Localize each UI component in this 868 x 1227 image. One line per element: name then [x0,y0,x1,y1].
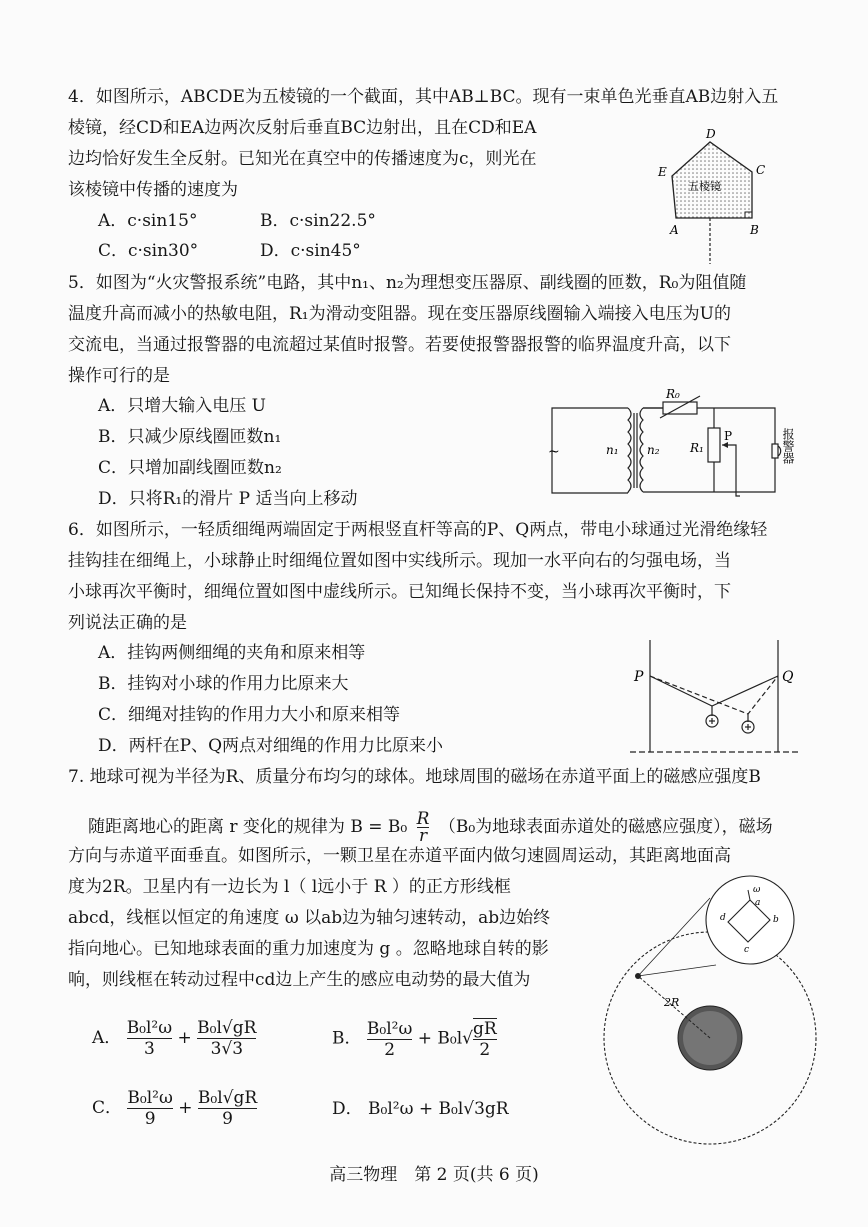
q5-circuit-figure [540,388,810,500]
q5-option-d: D．只将R₁的滑片 P 适当向上移动 [98,489,358,509]
q7-b-term2 [473,1018,497,1060]
omega-label: ω [753,885,761,895]
q7-a-t1-num: B₀l²ω [126,1018,173,1038]
n2-label: n₂ [647,443,660,457]
q7-formula-suffix: （B₀为地球表面赤道处的磁感应强度），磁场 [438,817,773,837]
q7-option-c: C． $\frac{\text{B₀l²ω}}{9}$ + $\frac{\text{B₀l√gR}}{9}$ [92,1088,258,1129]
prism-label: 五棱镜 [688,180,721,193]
q7-option-c-label: C． [92,1098,123,1118]
q7-stem-line5: abcd，线框以恒定的角速度 ω 以ab边为轴匀速转动，ab边始终 [68,908,551,928]
q7-fraction [417,811,430,844]
q7-b-t1-den: 2 [384,1039,396,1060]
q7-stem-line1: 7. 地球可视为半径为R、质量分布均匀的球体。地球周围的磁场在赤道平面上的磁感应强度B [68,767,761,787]
q7-stem-line2 [88,811,808,844]
q6-rope-figure [620,636,800,758]
ac-source-symbol: ~ [548,444,560,460]
q7-option-d-label: D． [332,1099,363,1119]
corner-d: d [720,913,726,923]
q4-option-d: D．c·sin45° [260,241,361,261]
q7-a-term2 [197,1018,256,1059]
q4-stem-line2: 棱镜，经CD和EA边两次反射后垂直BC边射出，且在CD和EA [68,118,537,138]
q7-fraction-den: r [418,826,428,846]
q7-b-t2-num: gR [472,1019,497,1039]
q7-option-d-expr: B₀l²ω + B₀l√3gR [368,1099,509,1119]
q4-option-c: C．c·sin30° [98,241,199,261]
q7-satellite-figure [598,872,823,1150]
q6-stem-line2: 挂钩挂在细绳上，小球静止时细绳位置如图中实线所示。现加一水平向右的匀强电场，当 [68,551,731,571]
q6-option-c: C．细绳对挂钩的作用力大小和原来相等 [98,705,401,725]
q6-option-a: A．挂钩两侧细绳的夹角和原来相等 [98,643,366,663]
q6-stem-line4: 列说法正确的是 [68,613,187,633]
q7-option-d [332,1094,509,1125]
q7-b-t2-den: 2 [479,1040,491,1060]
q5-option-c: C．只增加副线圈匝数n₂ [98,458,282,478]
q6-option-d: D．两杆在P、Q两点对细绳的作用力比原来小 [98,736,444,756]
vertex-d: D [706,127,716,141]
corner-a: a [755,898,761,908]
q4-stem-line1: 4．如图所示，ABCDE为五棱镜的一个截面，其中AB⊥BC。现有一束单色光垂直AB边射入五 [68,87,779,107]
q5-option-b: B．只减少原线圈匝数n₁ [98,427,282,447]
q7-c-t2-den: 9 [222,1109,233,1129]
q7-c-t2-num: B₀l√gR [197,1088,258,1108]
height-label: 2R [664,996,680,1009]
q5-stem-line4: 操作可行的是 [68,366,170,386]
q7-b-t2-prefix: B₀l [437,1028,463,1049]
vertex-e: E [658,165,667,179]
n1-label: n₁ [606,443,619,457]
vertex-a: A [670,223,679,237]
q7-c-term2 [198,1088,257,1129]
q7-stem-line4: 度为2R。卫星内有一边长为 l（ l远小于 R ）的正方形线框 [68,877,511,897]
q4-option-a: A．c·sin15° [98,211,198,231]
q7-c-t1-num: B₀l²ω [127,1088,173,1108]
q4-pentaprism-figure [640,124,780,266]
q5-stem-line2: 温度升高而减小的热敏电阻，R₁为滑动变阻器。现在变压器原线圈输入端接入电压为U的 [68,304,731,324]
q7-fraction-num: R [416,809,430,829]
q6-option-b: B．挂钩对小球的作用力比原来大 [98,674,349,694]
q7-b-t1-num: B₀l²ω [366,1018,413,1039]
q7-stem-line7: 响，则线框在转动过程中cd边上产生的感应电动势的最大值为 [68,970,531,990]
q5-stem-line3: 交流电，当通过报警器的电流超过某值时报警。若要使报警器报警的临界温度升高，以下 [68,335,731,355]
q7-option-a-label: A． [92,1028,122,1048]
q7-c-term1 [127,1088,172,1129]
vertex-b: B [750,223,759,237]
q7-c-t1-den: 9 [144,1109,156,1129]
page-footer: 高三物理 第 2 页(共 6 页) [329,1165,539,1185]
point-p-label: P [634,669,644,685]
slider-p-label: P [724,429,733,443]
r1-label: R₁ [690,441,704,455]
point-q-label: Q [782,669,794,685]
q6-stem-line1: 6．如图所示，一轻质细绳两端固定于两根竖直杆等高的P、Q两点，带电小球通过光滑绝缘轻 [68,520,768,540]
vertex-c: C [756,163,766,177]
q7-option-a: A． $\frac{\text{B₀l²ω}}{3}$ + $\frac{\text{B₀l√gR}}{3√3}$ [92,1018,257,1059]
q5-option-a: A．只增大输入电压 U [98,396,267,416]
q7-option-b-label: B． [332,1028,362,1049]
q6-stem-line3: 小球再次平衡时，细绳位置如图中虚线所示。已知绳长保持不变，当小球再次平衡时，下 [68,582,731,602]
q7-formula-prefix: 随距离地心的距离 r 变化的规律为 B = B₀ [88,817,408,837]
q7-stem-line6: 指向地心。已知地球表面的重力加速度为 g 。忽略地球自转的影 [68,939,549,959]
q4-option-b: B．c·sin22.5° [260,211,376,231]
question-5 [68,268,808,392]
q5-stem-line1: 5．如图为“火灾警报系统”电路，其中n₁、n₂为理想变压器原、副线圈的匝数，R₀为阻值随 [68,273,747,293]
q7-stem-line3: 方向与赤道平面垂直。如图所示，一颗卫星在赤道平面内做匀速圆周运动，其距离地面高 [68,846,731,866]
alarm-label: 报警器 [781,428,795,464]
question-7 [68,762,808,793]
q7-a-t2-num: B₀l√gR [197,1018,257,1038]
q7-option-b: B． $\frac{\text{B₀l²ω}}{2}$ + B₀l√ $\frac{gR}{2}$ [332,1018,497,1060]
q7-a-t1-den: 3 [143,1039,155,1059]
question-6 [68,515,808,639]
corner-c: c [744,945,750,955]
q7-a-t2-den: 3√3 [210,1039,244,1059]
r0-label: R₀ [666,388,680,401]
q7-b-term1 [367,1019,412,1060]
corner-b: b [773,915,779,925]
q4-stem-line3: 边均恰好发生全反射。已知光在真空中的传播速度为c，则光在 [68,149,537,169]
q4-stem-line4: 该棱镜中传播的速度为 [68,180,238,200]
q7-a-term1 [127,1018,172,1059]
